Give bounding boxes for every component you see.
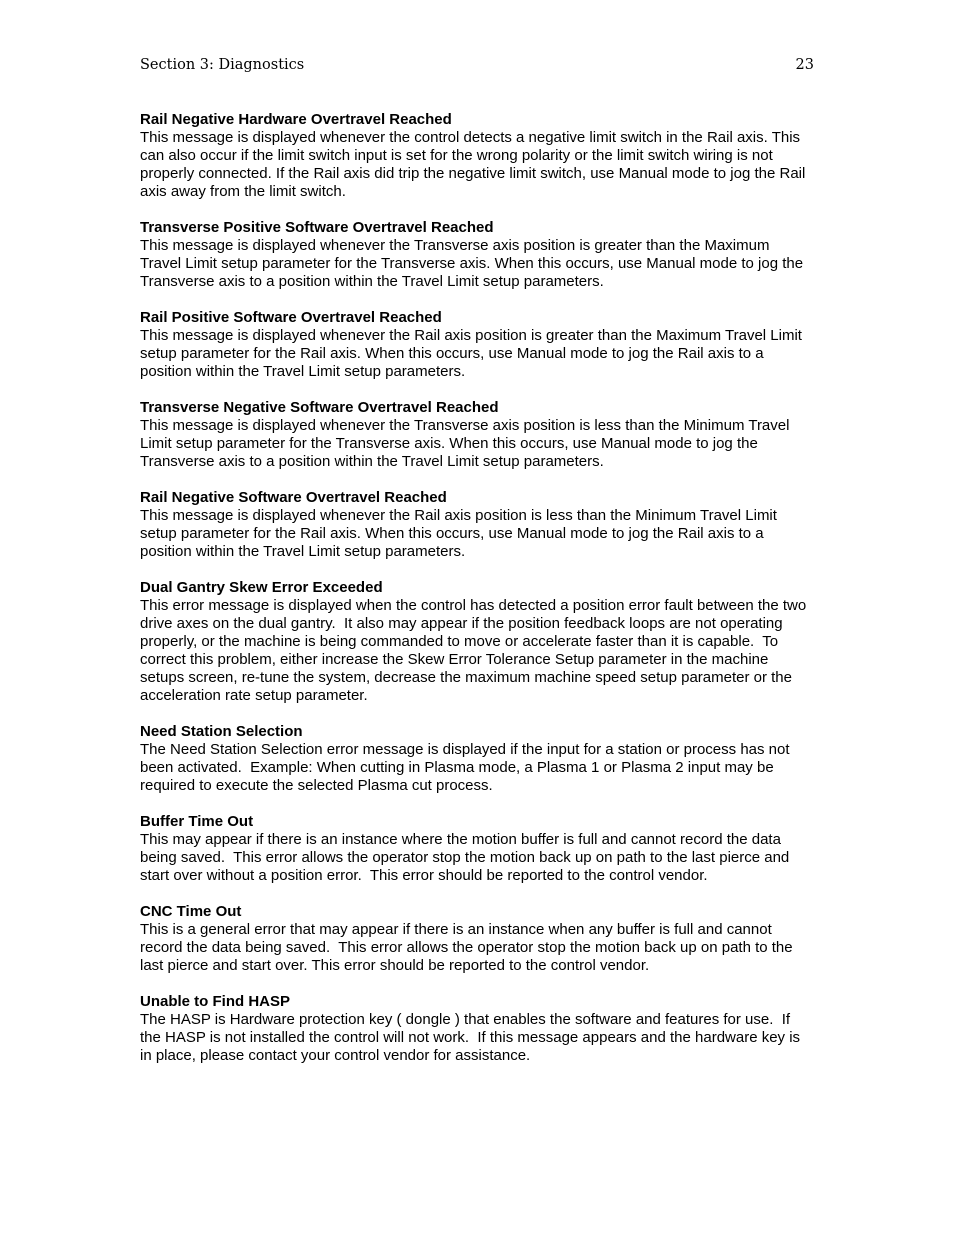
entry-title: Unable to Find HASP xyxy=(140,993,290,1010)
diagnostic-entry xyxy=(140,579,840,705)
description-line: axis away from the limit switch. xyxy=(140,183,346,200)
description-line: The HASP is Hardware protection key ( dongle ) that enables the software and features for use. If xyxy=(140,1011,791,1028)
description-line: setup parameter for the Rail axis. When this occurs, use Manual mode to jog the Rail axis to a xyxy=(140,525,764,542)
diagnostic-entry xyxy=(140,399,840,471)
entry-description xyxy=(140,1011,840,1065)
document-body xyxy=(140,111,840,1083)
description-line: been activated. Example: When cutting in Plasma mode, a Plasma 1 or Plasma 2 input may be xyxy=(140,759,774,776)
entry-description xyxy=(140,831,840,885)
entry-title: Transverse Positive Software Overtravel Reached xyxy=(140,219,494,236)
diagnostic-entry xyxy=(140,903,840,975)
description-line: drive axes on the dual gantry. It also may appear if the position feedback loops are not operating xyxy=(140,615,783,632)
diagnostic-entry xyxy=(140,309,840,381)
description-line: properly, or the machine is being commanded to move or accelerate faster than it is capable. To xyxy=(140,633,779,650)
diagnostic-entry xyxy=(140,993,840,1065)
description-line: being saved. This error allows the operator stop the motion back up on path to the last pierce and xyxy=(140,849,790,866)
description-line: Transverse axis to a position within the Travel Limit setup parameters. xyxy=(140,273,604,290)
description-line: This may appear if there is an instance where the motion buffer is full and cannot record the data xyxy=(140,831,781,848)
section-title: Section 3: Diagnostics xyxy=(140,57,305,73)
description-line: This is a general error that may appear if there is an instance when any buffer is full and cannot xyxy=(140,921,772,938)
entry-description xyxy=(140,417,840,471)
diagnostic-entry xyxy=(140,489,840,561)
entry-title: Dual Gantry Skew Error Exceeded xyxy=(140,579,383,596)
description-line: position within the Travel Limit setup parameters. xyxy=(140,543,466,560)
description-line: the HASP is not installed the control will not work. If this message appears and the hardware key is xyxy=(140,1029,801,1046)
description-line: This error message is displayed when the control has detected a position error fault between the two xyxy=(140,597,807,614)
description-line: The Need Station Selection error message is displayed if the input for a station or process has not xyxy=(140,741,790,758)
entry-title: Rail Negative Software Overtravel Reached xyxy=(140,489,447,506)
description-line: last pierce and start over. This error should be reported to the control vendor. xyxy=(140,957,650,974)
entry-title: Buffer Time Out xyxy=(140,813,254,830)
diagnostic-entry xyxy=(140,723,840,795)
diagnostic-entry xyxy=(140,219,840,291)
description-line: Limit setup parameter for the Transverse axis. When this occurs, use Manual mode to jog the xyxy=(140,435,758,452)
description-line: can also occur if the limit switch input is set for the wrong polarity or the limit switch wiring is not xyxy=(140,147,773,164)
description-line: setup parameter for the Rail axis. When this occurs, use Manual mode to jog the Rail axis to a xyxy=(140,345,764,362)
description-line: setups screen, re-tune the system, decrease the maximum machine speed setup parameter or the xyxy=(140,669,792,686)
entry-description xyxy=(140,237,840,291)
description-line: This message is displayed whenever the Rail axis position is less than the Minimum Travel Limit xyxy=(140,507,777,524)
entry-title: Rail Positive Software Overtravel Reached xyxy=(140,309,442,326)
entry-description xyxy=(140,129,840,201)
diagnostic-entry xyxy=(140,813,840,885)
description-line: start over without a position error. This error should be reported to the control vendor. xyxy=(140,867,708,884)
description-line: correct this problem, either increase the Skew Error Tolerance Setup parameter in the machine xyxy=(140,651,769,668)
entry-description xyxy=(140,327,840,381)
entry-description xyxy=(140,921,840,975)
description-line: acceleration rate setup parameter. xyxy=(140,687,368,704)
description-line: This message is displayed whenever the Transverse axis position is less than the Minimum Travel xyxy=(140,417,790,434)
description-line: properly connected. If the Rail axis did trip the negative limit switch, use Manual mode to jog the Rail xyxy=(140,165,806,182)
page-number: 23 xyxy=(795,57,814,73)
page-header xyxy=(140,57,814,77)
description-line: This message is displayed whenever the Transverse axis position is greater than the Maximum xyxy=(140,237,770,254)
description-line: position within the Travel Limit setup parameters. xyxy=(140,363,466,380)
description-line: Travel Limit setup parameter for the Transverse axis. When this occurs, use Manual mode to jog the xyxy=(140,255,804,272)
diagnostic-entry xyxy=(140,111,840,201)
entry-title: Need Station Selection xyxy=(140,723,303,740)
entry-title: Transverse Negative Software Overtravel Reached xyxy=(140,399,499,416)
description-line: This message is displayed whenever the control detects a negative limit switch in the Rail axis. This xyxy=(140,129,801,146)
entry-title: CNC Time Out xyxy=(140,903,242,920)
description-line: record the data being saved. This error allows the operator stop the motion back up on path to the xyxy=(140,939,793,956)
entry-description xyxy=(140,741,840,795)
description-line: required to execute the selected Plasma cut process. xyxy=(140,777,493,794)
entry-description xyxy=(140,507,840,561)
description-line: Transverse axis to a position within the Travel Limit setup parameters. xyxy=(140,453,604,470)
entry-description xyxy=(140,597,840,705)
entry-title: Rail Negative Hardware Overtravel Reached xyxy=(140,111,452,128)
description-line: This message is displayed whenever the Rail axis position is greater than the Maximum Travel Limit xyxy=(140,327,802,344)
description-line: in place, please contact your control vendor for assistance. xyxy=(140,1047,531,1064)
